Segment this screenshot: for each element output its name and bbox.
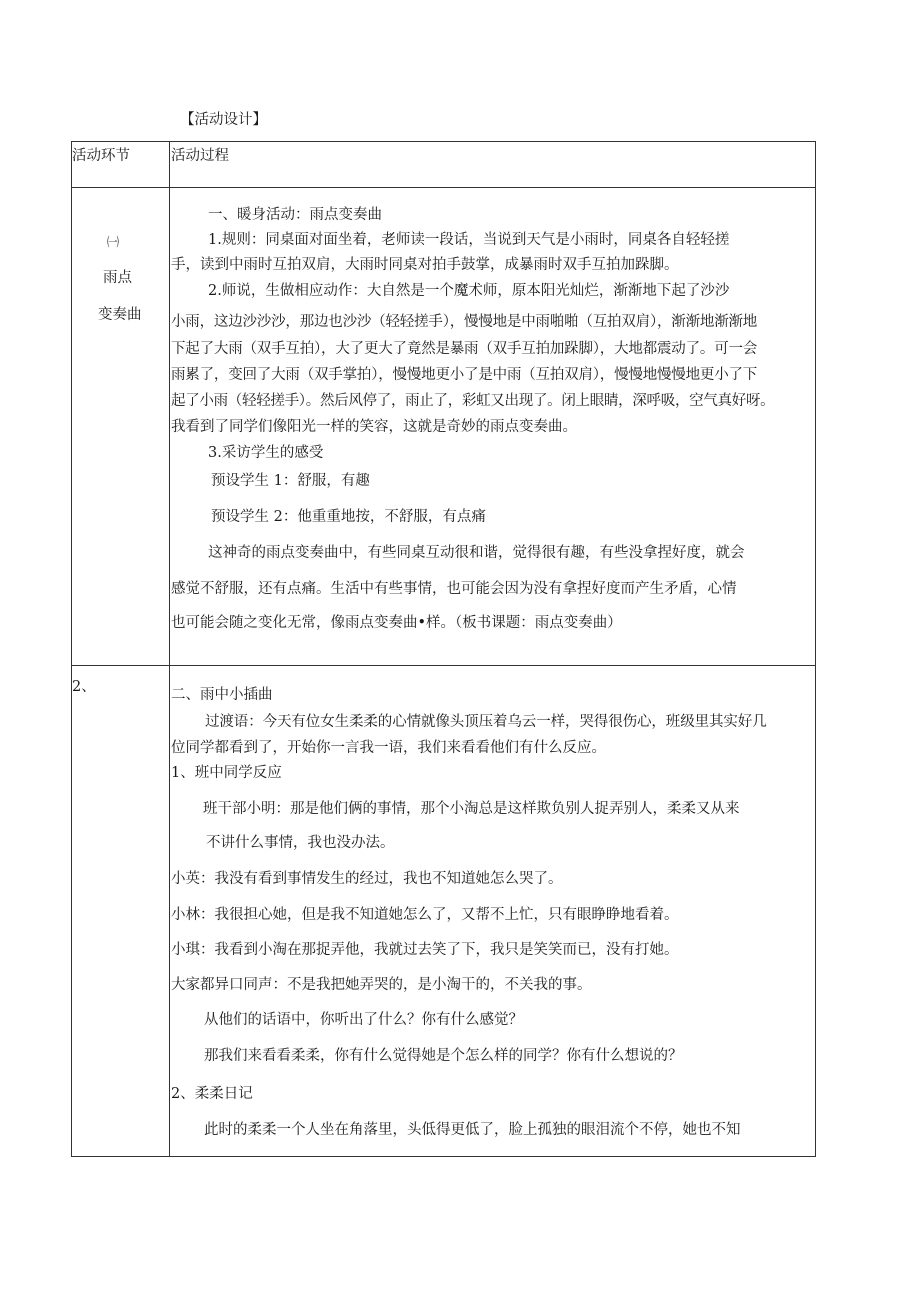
row2-line: 小林：我很担心她，但是我不知道她怎么了，又帮不上忙，只有眼睁睁地看着。 bbox=[171, 907, 679, 923]
table-border-right bbox=[815, 141, 816, 1157]
table-border-row1 bbox=[71, 665, 816, 666]
row1-line: 3.采访学生的感受 bbox=[208, 445, 324, 461]
header-step: 活动环节 bbox=[72, 148, 130, 164]
row1-step-name-2: 变奏曲 bbox=[98, 307, 142, 323]
row1-line: 我看到了同学们像阳光一样的笑容，这就是奇妙的雨点变奏曲。 bbox=[171, 419, 577, 435]
row1-line: 下起了大雨（双手互拍），大了更大了竟然是暴雨（双手互拍加跺脚），大地都震动了。可一会 bbox=[171, 341, 758, 357]
row1-line: 起了小雨（轻轻搓手）。然后风停了，雨止了，彩虹又出现了。闭上眼睛，深呼吸，空气真好呀。 bbox=[171, 393, 775, 409]
table-border-bottom bbox=[71, 1156, 816, 1157]
row1-step-name-1: 雨点 bbox=[103, 270, 132, 286]
row1-line: 雨累了，变回了大雨（双手掌拍），慢慢地更小了是中雨（互拍双肩），慢慢地慢慢地更小了下 bbox=[171, 367, 758, 383]
row1-heading: 一、暖身活动：雨点变奏曲 bbox=[208, 207, 382, 223]
table-border-top bbox=[71, 141, 816, 142]
row2-line: 小琪：我看到小淘在那捉弄他，我就过去笑了下，我只是笑笑而已，没有打她。 bbox=[171, 942, 679, 958]
row1-line: 2.师说，生做相应动作：大自然是一个魔术师，原本阳光灿烂，渐渐地下起了沙沙 bbox=[208, 283, 730, 299]
row1-line: 预设学生 2：他重重地按，不舒服，有点痛 bbox=[211, 509, 486, 525]
row2-line: 班干部小明：那是他们俩的事情，那个小淘总是这样欺负别人捉弄别人，柔柔又从来 bbox=[203, 801, 740, 817]
row2-step-number: 2、 bbox=[72, 679, 96, 695]
row2-line: 此时的柔柔一个人坐在角落里，头低得更低了，脸上孤独的眼泪流个不停，她也不知 bbox=[204, 1122, 741, 1138]
row2-line: 从他们的话语中，你听出了什么？你有什么感觉？ bbox=[204, 1012, 523, 1028]
row2-line: 1、班中同学反应 bbox=[171, 765, 282, 781]
row2-line: 位同学都看到了，开始你一言我一语，我们来看看他们有什么反应。 bbox=[171, 740, 606, 756]
row2-line: 大家都异口同声：不是我把她弄哭的，是小淘干的，不关我的事。 bbox=[171, 977, 592, 993]
row2-line: 不讲什么事情，我也没办法。 bbox=[206, 835, 395, 851]
row2-line: 过渡语：今天有位女生柔柔的心情就像头顶压着乌云一样，哭得很伤心，班级里其实好几 bbox=[205, 714, 767, 730]
row1-line: 感觉不舒服，还有点痛。生活中有些事情，也可能会因为没有拿捏好度而产生矛盾，心情 bbox=[171, 581, 737, 597]
row1-line: 小雨，这边沙沙沙，那边也沙沙（轻轻搓手），慢慢地是中雨啪啪（互拍双肩），渐渐地渐渐地 bbox=[171, 314, 758, 330]
row1-line: 这神奇的雨点变奏曲中，有些同桌互动很和谐，觉得很有趣，有些没拿捏好度，就会 bbox=[208, 545, 745, 561]
row1-line: 手，读到中雨时互拍双肩，大雨时同桌对拍手鼓掌，成暴雨时双手互拍加跺脚。 bbox=[171, 257, 679, 273]
row2-heading: 二、雨中小插曲 bbox=[171, 687, 273, 703]
row1-line: 1.规则：同桌面对面坐着，老师读一段话，当说到天气是小雨时，同桌各自轻轻搓 bbox=[208, 232, 730, 248]
table-border-left bbox=[71, 141, 72, 1157]
row1-step-number: ㈠ bbox=[107, 235, 120, 249]
row2-line: 小英：我没有看到事情发生的经过，我也不知道她怎么哭了。 bbox=[171, 871, 563, 887]
row1-line: 预设学生 1：舒服，有趣 bbox=[211, 473, 370, 489]
row2-subheading: 2、柔柔日记 bbox=[171, 1086, 253, 1102]
row1-line: 也可能会随之变化无常，像雨点变奏曲•样。（板书课题：雨点变奏曲） bbox=[171, 615, 622, 631]
table-border-header bbox=[71, 187, 816, 188]
row2-line: 那我们来看看柔柔，你有什么觉得她是个怎么样的同学？你有什么想说的？ bbox=[204, 1048, 683, 1064]
section-title: 【活动设计】 bbox=[180, 112, 267, 128]
header-process: 活动过程 bbox=[171, 148, 229, 164]
table-border-mid bbox=[169, 141, 170, 1157]
